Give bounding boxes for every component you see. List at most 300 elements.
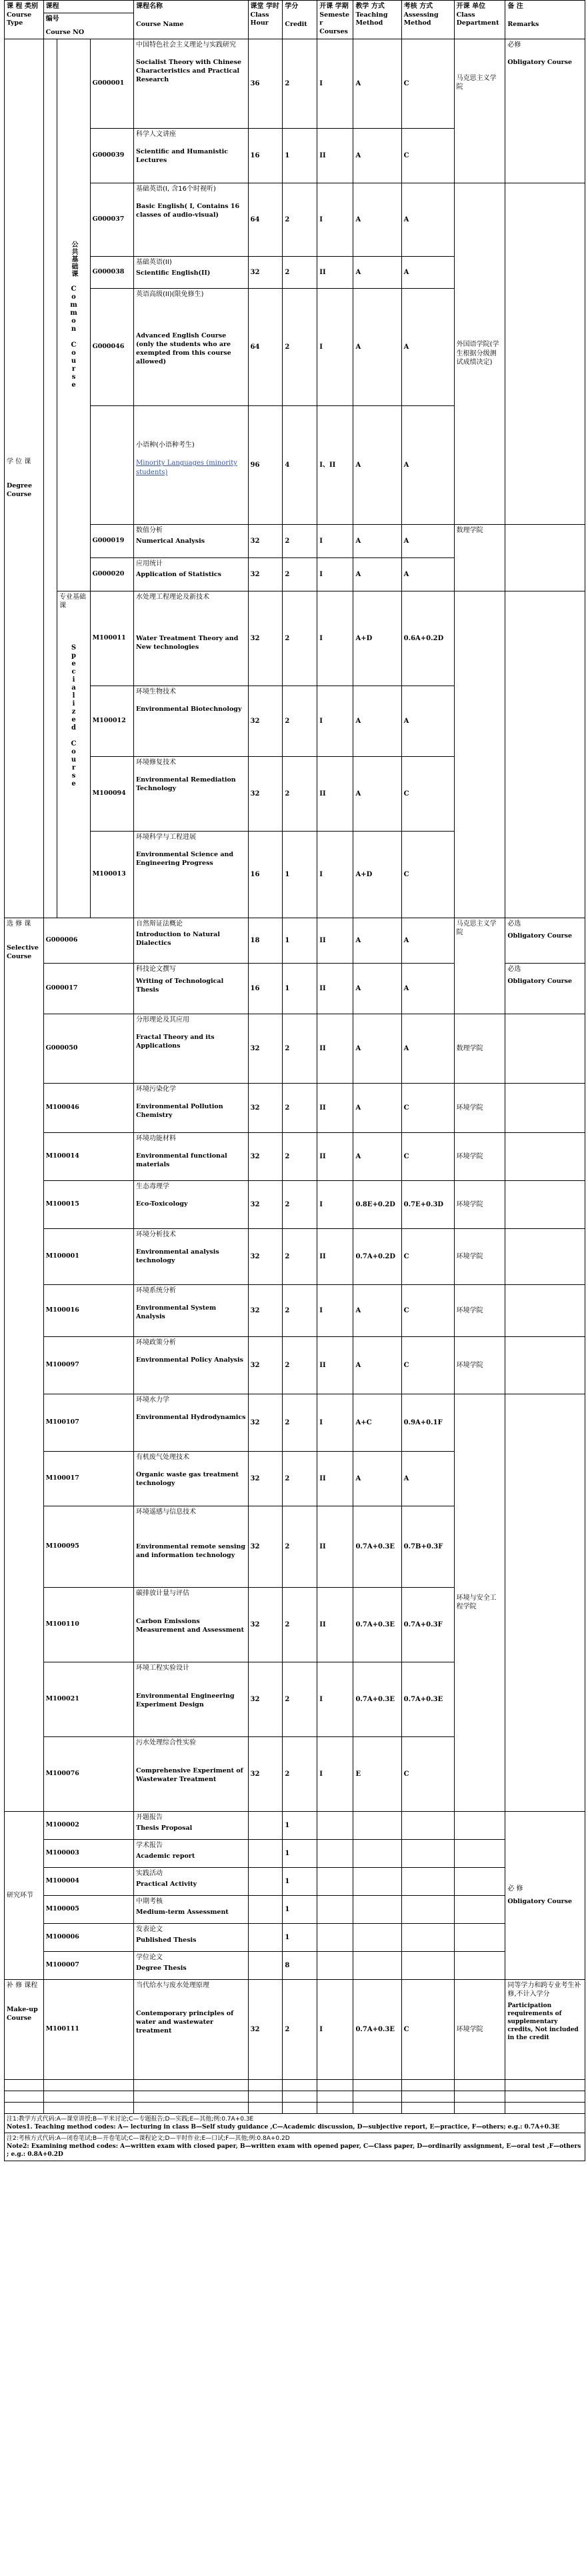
course-name: 水处理工程理论及新技术 Water Treatment Theory and New technologies: [134, 591, 248, 686]
header-assessing-method: 考核 方式 Assessing Method: [401, 1, 454, 39]
course-name: 环境政策分析 Environmental Policy Analysis: [134, 1336, 248, 1394]
course-code: G000038: [90, 256, 133, 288]
remarks: 同等学力和跨专业考生补修,不计入学分 Participation requirements of supplementary credits, Not included in the credit: [505, 1979, 585, 2079]
course-name: 发表论文 Published Thesis: [134, 1923, 248, 1951]
header-department: 开课 单位 Class Department: [454, 1, 505, 39]
assessing-method: A: [401, 1014, 454, 1083]
credit: 1: [283, 1811, 317, 1839]
header-course-type: 课 程 类别 Course Type: [5, 1, 44, 39]
department: 环境学院: [454, 1083, 505, 1132]
course-name: 碳排放计量与评估 Carbon Emissions Measurement and Assessment: [134, 1587, 248, 1662]
assessing-method: C: [401, 1979, 454, 2079]
remarks: [505, 524, 585, 591]
class-hours: 32: [248, 1284, 283, 1336]
teaching-method: A: [353, 405, 401, 524]
course-code: M100094: [90, 756, 133, 831]
teaching-method: 0.7A+0.2D: [353, 1228, 401, 1284]
class-hours: 32: [248, 1662, 283, 1736]
semester: II: [317, 1228, 353, 1284]
teaching-method: A: [353, 756, 401, 831]
teaching-method: 0.7A+0.3E: [353, 1587, 401, 1662]
assessing-method: C: [401, 1284, 454, 1336]
course-name: 中期考核 Medium-term Assessment: [134, 1895, 248, 1923]
course-code: G000039: [90, 128, 133, 183]
header-class-hour: 课堂 学时 Class Hour: [248, 1, 283, 39]
assessing-method: [401, 1867, 454, 1895]
class-hours: 16: [248, 831, 283, 918]
assessing-method: 0.6A+0.2D: [401, 591, 454, 686]
department: [454, 1951, 505, 1979]
table-row: [5, 1228, 585, 1284]
course-name: 环境系统分析 Environmental System Analysis: [134, 1284, 248, 1336]
header-category: 课程: [43, 1, 133, 13]
course-code: M100046: [43, 1083, 133, 1132]
header-remarks: 备 注 Remarks: [505, 1, 585, 39]
class-hours: 16: [248, 128, 283, 183]
remarks: [505, 1228, 585, 1284]
teaching-method: A: [353, 288, 401, 405]
course-code: M100014: [43, 1132, 133, 1180]
course-code: M100005: [43, 1895, 133, 1923]
assessing-method: C: [401, 1083, 454, 1132]
remarks: 必 修 Obligatory Course: [505, 1811, 585, 1979]
course-code: M100111: [43, 1979, 133, 2079]
table-row: [5, 1284, 585, 1336]
assessing-method: A: [401, 686, 454, 756]
course-code: M100095: [43, 1506, 133, 1587]
assessing-method: A: [401, 256, 454, 288]
course-name: 环境科学与工程进展 Environmental Science and Engineering Progress: [134, 831, 248, 918]
credit: 2: [283, 1394, 317, 1451]
teaching-method: A: [353, 1132, 401, 1180]
department: 环境学院: [454, 1336, 505, 1394]
remarks: [505, 183, 585, 524]
course-name: 基础英语(I, 含16个时视听) Basic English( I, Contains 16 classes of audio-visual): [134, 183, 248, 256]
department: [454, 1867, 505, 1895]
class-hours: 32: [248, 1336, 283, 1394]
remarks: [505, 591, 585, 918]
course-name: 中国特色社会主义理论与实践研究 Socialist Theory with Chinese Characteristics and Practical Research: [134, 39, 248, 128]
header-course-no: 编号 Course NO: [43, 13, 133, 39]
semester: II: [317, 918, 353, 963]
course-code: G000017: [43, 963, 133, 1014]
assessing-method: A: [401, 1451, 454, 1506]
assessing-method: C: [401, 1336, 454, 1394]
credit: 2: [283, 1662, 317, 1736]
table-row: [5, 39, 585, 128]
assessing-method: 0.7B+0.3F: [401, 1506, 454, 1587]
course-name: 生态毒理学 Eco-Toxicology: [134, 1180, 248, 1228]
credit: 1: [283, 963, 317, 1014]
teaching-method: A: [353, 39, 401, 128]
department: 环境学院: [454, 1228, 505, 1284]
course-code: G000019: [90, 524, 133, 557]
semester: I: [317, 831, 353, 918]
credit: 2: [283, 39, 317, 128]
assessing-method: C: [401, 1132, 454, 1180]
teaching-method: A: [353, 1083, 401, 1132]
assessing-method: A: [401, 288, 454, 405]
assessing-method: A: [401, 918, 454, 963]
assessing-method: [401, 1923, 454, 1951]
course-code: M100107: [43, 1394, 133, 1451]
assessing-method: A: [401, 183, 454, 256]
credit: 8: [283, 1951, 317, 1979]
remarks: [505, 1083, 585, 1132]
class-hours: 32: [248, 1083, 283, 1132]
course-code: G000046: [90, 288, 133, 405]
semester: II: [317, 1336, 353, 1394]
note-row-1: [5, 2113, 585, 2133]
course-name: 英语高级(II)(限免修生) Advanced English Course (only the students who are exempted from this course allowed): [134, 288, 248, 405]
semester: [317, 1923, 353, 1951]
course-name: 科技论文撰写 Writing of Technological Thesis: [134, 963, 248, 1014]
assessing-method: A: [401, 557, 454, 591]
class-hours: 32: [248, 1014, 283, 1083]
course-name: 学位论文 Degree Thesis: [134, 1951, 248, 1979]
course-name: 环境功能材料 Environmental functional materials: [134, 1132, 248, 1180]
semester: [317, 1839, 353, 1867]
course-name: 自然辩证法概论 Introduction to Natural Dialectics: [134, 918, 248, 963]
semester: I: [317, 686, 353, 756]
teaching-method: A: [353, 1014, 401, 1083]
teaching-method: A: [353, 557, 401, 591]
class-hours: 32: [248, 256, 283, 288]
course-name: 开题报告 Thesis Proposal: [134, 1811, 248, 1839]
credit: 2: [283, 1587, 317, 1662]
teaching-method: E: [353, 1736, 401, 1811]
remarks: 必选 Obligatory Course: [505, 918, 585, 963]
assessing-method: A: [401, 524, 454, 557]
group-research: 研究环节: [5, 1811, 44, 1979]
class-hours: 32: [248, 1506, 283, 1587]
minority-languages-link[interactable]: Minority Languages (minority students): [136, 459, 237, 476]
table-row: [5, 183, 585, 256]
assessing-method: C: [401, 1228, 454, 1284]
course-code: M100015: [43, 1180, 133, 1228]
remarks: [505, 1336, 585, 1394]
course-code: M100006: [43, 1923, 133, 1951]
course-code: M100013: [90, 831, 133, 918]
group-makeup-course: 补 修 课程 Make-up Course: [5, 1979, 44, 2079]
credit: 1: [283, 918, 317, 963]
course-code: [90, 405, 133, 524]
course-code: M100012: [90, 686, 133, 756]
course-name: 数值分析 Numerical Analysis: [134, 524, 248, 557]
teaching-method: A: [353, 1336, 401, 1394]
credit: 2: [283, 288, 317, 405]
class-hours: 32: [248, 1180, 283, 1228]
credit: 2: [283, 686, 317, 756]
course-code: M100011: [90, 591, 133, 686]
class-hours: 32: [248, 1736, 283, 1811]
teaching-method: A: [353, 963, 401, 1014]
course-code: G000037: [90, 183, 133, 256]
department: [454, 1839, 505, 1867]
table-row: [5, 1811, 585, 1839]
course-name: 环境遥感与信息技术 Environmental remote sensing and information technology: [134, 1506, 248, 1587]
class-hours: 64: [248, 288, 283, 405]
remarks: [505, 1014, 585, 1083]
department: 马克思主义学院: [454, 39, 505, 183]
class-hours: 32: [248, 1451, 283, 1506]
table-row: [5, 1336, 585, 1394]
remarks: [505, 1284, 585, 1336]
remarks: [505, 1180, 585, 1228]
credit: 2: [283, 1336, 317, 1394]
credit: 2: [283, 1180, 317, 1228]
credit: 2: [283, 756, 317, 831]
course-code: G000006: [43, 918, 133, 963]
credit: 4: [283, 405, 317, 524]
course-name: 基础英语(II) Scientific English(II): [134, 256, 248, 288]
course-name: 环境工程实验设计 Environmental Engineering Experiment Design: [134, 1662, 248, 1736]
class-hours: 32: [248, 557, 283, 591]
class-hours: 32: [248, 1394, 283, 1451]
semester: I、II: [317, 405, 353, 524]
class-hours: 32: [248, 1132, 283, 1180]
assessing-method: C: [401, 756, 454, 831]
course-name: 小语种(小语种考生) Minority Languages (minority students): [134, 405, 248, 524]
assessing-method: [401, 1839, 454, 1867]
teaching-method: A: [353, 128, 401, 183]
semester: I: [317, 524, 353, 557]
table-row: [5, 1180, 585, 1228]
semester: I: [317, 39, 353, 128]
assessing-method: C: [401, 128, 454, 183]
credit: 2: [283, 1132, 317, 1180]
course-code: M100110: [43, 1587, 133, 1662]
class-hours: 18: [248, 918, 283, 963]
credit: 1: [283, 831, 317, 918]
department: [454, 591, 505, 918]
course-code: M100017: [43, 1451, 133, 1506]
teaching-method: A+D: [353, 831, 401, 918]
semester: [317, 1867, 353, 1895]
course-code: M100021: [43, 1662, 133, 1736]
department: [454, 1923, 505, 1951]
department: 环境学院: [454, 1979, 505, 2079]
teaching-method: [353, 1923, 401, 1951]
department: 环境学院: [454, 1284, 505, 1336]
header-credit: 学分 Credit: [283, 1, 317, 39]
table-row: [5, 1923, 585, 1951]
class-hours: 32: [248, 1228, 283, 1284]
header-course-name: 课程名称 Course Name: [134, 1, 248, 39]
semester: I: [317, 1736, 353, 1811]
class-hours: 96: [248, 405, 283, 524]
credit: 2: [283, 1451, 317, 1506]
semester: II: [317, 1506, 353, 1587]
assessing-method: C: [401, 1736, 454, 1811]
credit: 1: [283, 1839, 317, 1867]
teaching-method: 0.7A+0.3E: [353, 1979, 401, 2079]
credit: 1: [283, 1923, 317, 1951]
teaching-method: [353, 1811, 401, 1839]
class-hours: 32: [248, 591, 283, 686]
course-code: M100003: [43, 1839, 133, 1867]
course-name: 实践活动 Practical Activity: [134, 1867, 248, 1895]
semester: I: [317, 1979, 353, 2079]
remarks: [505, 1394, 585, 1811]
table-row: [5, 1839, 585, 1867]
department: [454, 1811, 505, 1839]
table-row: [5, 1083, 585, 1132]
teaching-method: A+D: [353, 591, 401, 686]
teaching-method: [353, 1895, 401, 1923]
semester: I: [317, 183, 353, 256]
examining-method-note: 注2:考核方式代码:A—闭卷笔试;B—开卷笔试;C—课程论文;D—平时作业;E—口试;F—其他;例:0.8A+0.2D Note2: Examining method codes: A—written exam with closed paper, B—written exam with opened paper, C—Class paper, D—ordinarily assignment, E—oral test ,F—others ; e.g.: 0.8A+0.2D: [5, 2133, 585, 2161]
remarks: [505, 1132, 585, 1180]
department: 环境与安全工程学院: [454, 1394, 505, 1811]
assessing-method: C: [401, 39, 454, 128]
credit: 2: [283, 1979, 317, 2079]
department: 数理学院: [454, 1014, 505, 1083]
class-hours: 16: [248, 963, 283, 1014]
credit: 2: [283, 183, 317, 256]
teaching-method: A: [353, 1284, 401, 1336]
teaching-method: A: [353, 918, 401, 963]
teaching-method: A: [353, 1451, 401, 1506]
semester: I: [317, 1394, 353, 1451]
semester: I: [317, 1180, 353, 1228]
course-name: 环境污染化学 Environmental Pollution Chemistry: [134, 1083, 248, 1132]
class-hours: [248, 1895, 283, 1923]
assessing-method: 0.9A+0.1F: [401, 1394, 454, 1451]
header-teaching-method: 教学 方式 Teaching Method: [353, 1, 401, 39]
teaching-method: A+C: [353, 1394, 401, 1451]
semester: II: [317, 1014, 353, 1083]
assessing-method: A: [401, 963, 454, 1014]
assessing-method: [401, 1895, 454, 1923]
group-spacer: [43, 39, 57, 918]
table-row: [5, 918, 585, 963]
teaching-method: A: [353, 256, 401, 288]
assessing-method: 0.7A+0.3F: [401, 1587, 454, 1662]
remarks: 必修 Obligatory Course: [505, 39, 585, 183]
credit: 1: [283, 128, 317, 183]
course-code: M100016: [43, 1284, 133, 1336]
table-row: [5, 1014, 585, 1083]
course-table: [4, 0, 585, 2161]
table-row: [5, 1951, 585, 1979]
course-code: M100002: [43, 1811, 133, 1839]
credit: 2: [283, 1284, 317, 1336]
course-code: M100007: [43, 1951, 133, 1979]
credit: 2: [283, 1228, 317, 1284]
semester: [317, 1895, 353, 1923]
class-hours: [248, 1951, 283, 1979]
table-row: [5, 1132, 585, 1180]
table-row: [5, 524, 585, 557]
credit: 1: [283, 1895, 317, 1923]
table-row: [5, 591, 585, 686]
semester: II: [317, 1132, 353, 1180]
course-name: 应用统计 Application of Statistics: [134, 557, 248, 591]
semester: [317, 1811, 353, 1839]
teaching-method: 0.8E+0.2D: [353, 1180, 401, 1228]
teaching-method: [353, 1867, 401, 1895]
class-hours: 32: [248, 686, 283, 756]
semester: II: [317, 1587, 353, 1662]
course-name: 环境水力学 Environmental Hydrodynamics: [134, 1394, 248, 1451]
group-public-course: 公共基础课 Common Course: [57, 39, 90, 591]
department: 数理学院: [454, 524, 505, 591]
teaching-method: 0.7A+0.3E: [353, 1662, 401, 1736]
class-hours: [248, 1811, 283, 1839]
class-hours: 32: [248, 756, 283, 831]
assessing-method: [401, 1951, 454, 1979]
semester: [317, 1951, 353, 1979]
class-hours: [248, 1839, 283, 1867]
department: [454, 1895, 505, 1923]
credit: 2: [283, 256, 317, 288]
course-code: M100076: [43, 1736, 133, 1811]
credit: 2: [283, 1014, 317, 1083]
class-hours: 32: [248, 1979, 283, 2079]
credit: 2: [283, 1736, 317, 1811]
teaching-method: 0.7A+0.3E: [353, 1506, 401, 1587]
semester: II: [317, 128, 353, 183]
table-row: [5, 1979, 585, 2079]
group-degree-course: 学 位 课 Degree Course: [5, 39, 44, 918]
assessing-method: [401, 1811, 454, 1839]
semester: I: [317, 591, 353, 686]
credit: 2: [283, 524, 317, 557]
class-hours: [248, 1867, 283, 1895]
class-hours: 32: [248, 524, 283, 557]
semester: II: [317, 1083, 353, 1132]
course-name: 环境生物技术 Environmental Biotechnology: [134, 686, 248, 756]
course-code: G000020: [90, 557, 133, 591]
department: 外国语学院(学生根据分级测试成绩决定): [454, 183, 505, 524]
blank-row: [5, 2091, 585, 2102]
table-row: [5, 1394, 585, 1451]
course-name: 有机废气处理技术 Organic waste gas treatment technology: [134, 1451, 248, 1506]
course-name: 分形理论及其应用 Fractal Theory and its Applications: [134, 1014, 248, 1083]
teaching-method: A: [353, 183, 401, 256]
semester: I: [317, 1284, 353, 1336]
course-name: 环境修复技术 Environmental Remediation Technology: [134, 756, 248, 831]
credit: 2: [283, 591, 317, 686]
header-semester: 开课 学期 Semester Courses: [317, 1, 353, 39]
semester: II: [317, 256, 353, 288]
credit: 2: [283, 1083, 317, 1132]
class-hours: [248, 1923, 283, 1951]
credit: 1: [283, 1867, 317, 1895]
course-name: 科学人文讲座 Scientific and Humanistic Lectures: [134, 128, 248, 183]
course-name: 学术报告 Academic report: [134, 1839, 248, 1867]
course-name: 当代给水与废水处理原理 Contemporary principles of water and wastewater treatment: [134, 1979, 248, 2079]
remarks: 必选 Obligatory Course: [505, 963, 585, 1014]
credit: 2: [283, 557, 317, 591]
class-hours: 32: [248, 1587, 283, 1662]
course-code: M100001: [43, 1228, 133, 1284]
teaching-method: [353, 1951, 401, 1979]
semester: I: [317, 1662, 353, 1736]
department: 环境学院: [454, 1180, 505, 1228]
group-specialized-course: 专业基础课 Specialized Course: [57, 591, 90, 918]
department: 环境学院: [454, 1132, 505, 1180]
class-hours: 64: [248, 183, 283, 256]
course-table-sheet: [4, 0, 585, 2161]
teaching-method: A: [353, 524, 401, 557]
teaching-method: A: [353, 686, 401, 756]
course-code: G000050: [43, 1014, 133, 1083]
course-code: G000001: [90, 39, 133, 128]
course-code: M100004: [43, 1867, 133, 1895]
teaching-method: [353, 1839, 401, 1867]
